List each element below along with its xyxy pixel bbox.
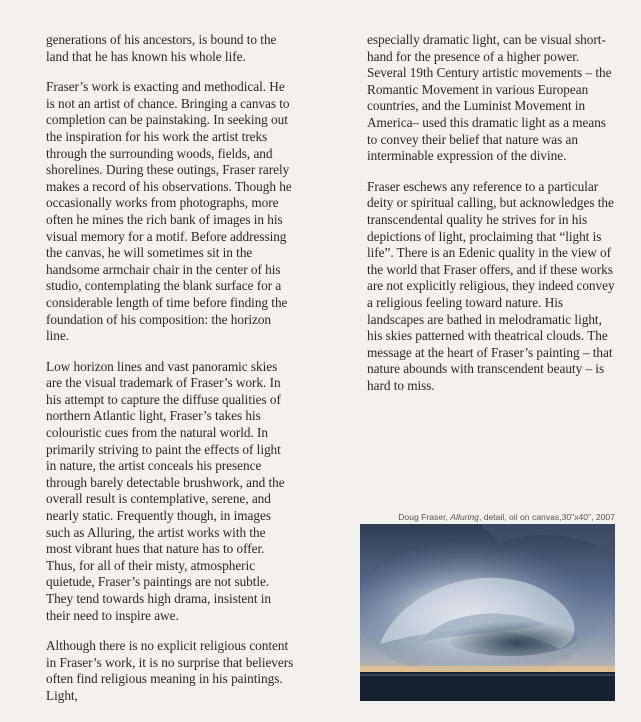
image-caption xyxy=(360,512,615,522)
paragraph: generations of his ancestors, is bound to the land that he has known his whole life. xyxy=(46,32,277,64)
left-column xyxy=(46,32,294,719)
paragraph: Low horizon lines and vast panoramic skies are the visual trademark of Fraser’s work. In his attempt to capture the diffuse qualities of northern Atlantic light, Fraser’s takes his colouristic cues from the natural world. In primarily striving to paint the effects of light in nature, the artist conceals his presence through barely detectable brushwork, and the overall result is contemplative, serene, and nearly static. Frequently though, in images such as Alluring, the artist works with the most vibrant hues that nature has to offer. Thus, for all of their misty, atmospheric quietude, Fraser’s paintings are not subtle. They tend towards high drama, insistent in their need to inspire awe. xyxy=(46,358,285,623)
paragraph: Although there is no explicit religious content in Fraser’s work, it is no surprise that believers often find religious meaning in his paintings. Light, xyxy=(46,638,294,703)
caption-artist: Doug Fraser, xyxy=(398,512,451,522)
caption-details: , detail, oil on canvas,30"x40", 2007 xyxy=(478,512,615,522)
right-column xyxy=(367,32,619,408)
paragraph: Fraser’s work is exacting and methodical. He is not an artist of chance. Bringing a canvas to completion can be painstaking. In seeking out the inspiration for his work the artist treks through the surrounding woods, fields, and shorelines. During these outings, Fraser rarely makes a record of his observations. Though he occasionally works from photographs, more often he mines the rich bank of images in his visual memory for a motif. Before addressing the canvas, he will sometimes sit in the handsome armchair chair in the center of his studio, contemplating the blank surface for a considerable length of time before finding the foundation of his composition: the horizon line. xyxy=(46,79,292,344)
paragraph: Fraser eschews any reference to a particular deity or spiritual calling, but acknowledges the transcendental quality he strives for in his depictions of light, proclaiming that “light is life”. There is an Edenic quality in the view of the world that Fraser offers, and if these works are not explicitly religious, they indeed convey a religious feeling toward nature. His landscapes are bathed in melodramatic light, his skies patterned with theatrical clouds. The message at the heart of Fraser’s painting – that nature abounds with transcendent beauty – is hard to miss. xyxy=(367,178,615,393)
paragraph: especially dramatic light, can be visual short-hand for the presence of a higher power. Several 19th Century artistic movements – the Romantic Movement in various European countries, and the Luminist Movement in America– used this dramatic light as a means to convey their belief that nature was an interminable expression of the divine. xyxy=(367,32,612,164)
caption-title: Alluring xyxy=(450,512,479,522)
painting-artwork xyxy=(360,524,615,701)
painting-image xyxy=(360,524,615,701)
